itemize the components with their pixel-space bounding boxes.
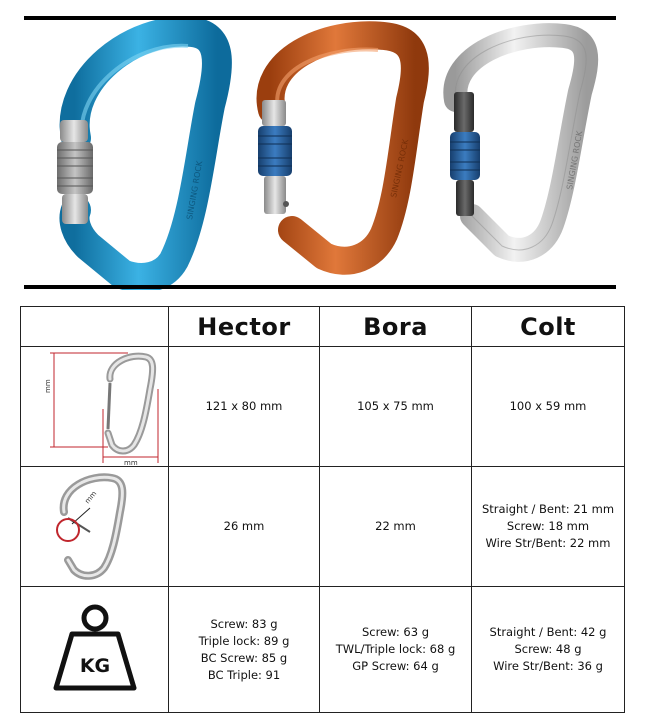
cell-line: BC Triple: 91 xyxy=(207,667,281,682)
header-empty-cell xyxy=(21,307,169,347)
svg-text:SINGING ROCK: SINGING ROCK xyxy=(565,130,585,191)
weight-colt xyxy=(472,587,625,713)
gate-bora xyxy=(320,467,472,587)
cell-line: Screw: 48 g xyxy=(514,642,582,656)
cell-line: 22 mm xyxy=(375,519,416,533)
weight-bora xyxy=(320,587,472,713)
cell-line: Wire Str/Bent: 36 g xyxy=(493,659,603,673)
weight-kg-icon xyxy=(50,602,140,698)
cell-line: 105 x 75 mm xyxy=(357,399,434,413)
svg-text:SINGING ROCK: SINGING ROCK xyxy=(389,138,411,199)
gate-mm-label: mm xyxy=(82,489,98,505)
cell-line: BC Screw: 85 g xyxy=(200,650,288,665)
svg-text:SINGING ROCK: SINGING ROCK xyxy=(185,160,205,221)
cell-line: Straight / Bent: 42 g xyxy=(489,625,607,639)
gate-colt xyxy=(472,467,625,587)
cell-line: Wire Str/Bent: 22 mm xyxy=(485,536,611,550)
cell-line: GP Screw: 64 g xyxy=(352,659,439,673)
cell-line: Triple lock: 89 g xyxy=(198,633,290,648)
dimensions-bora xyxy=(320,347,472,467)
vertical-mm-label: mm xyxy=(43,378,52,393)
cell-line: 100 x 59 mm xyxy=(509,399,587,413)
cell-line: Screw: 83 g xyxy=(210,616,278,631)
header-colt xyxy=(472,307,625,347)
cell-line: 121 x 80 mm xyxy=(205,399,283,413)
row-icon-cell xyxy=(21,587,169,713)
silver-carabiner-photo xyxy=(450,35,586,250)
cell-line: Screw: 63 g xyxy=(361,625,430,639)
row-icon-cell xyxy=(21,347,169,467)
column-name: Bora xyxy=(363,312,428,341)
weight-hector xyxy=(169,587,320,713)
dimensions-colt xyxy=(472,347,625,467)
dimensions-hector xyxy=(169,347,320,467)
column-name: Colt xyxy=(520,312,576,341)
cell-line: 26 mm xyxy=(223,519,265,533)
column-name: Hector xyxy=(197,312,291,341)
cell-line: TWL/Triple lock: 68 g xyxy=(335,642,456,656)
cell-line: Straight / Bent: 21 mm xyxy=(481,502,615,516)
gate-hector xyxy=(169,467,320,587)
table-row xyxy=(21,347,625,467)
blue-carabiner-photo xyxy=(57,32,217,278)
table-header-row xyxy=(21,307,625,347)
kg-label: KG xyxy=(79,654,110,677)
bottom-rule xyxy=(24,285,616,289)
row-icon-cell xyxy=(21,467,169,587)
header-hector xyxy=(169,307,320,347)
header-bora xyxy=(320,307,472,347)
gate-opening-icon xyxy=(50,472,140,582)
specs-table xyxy=(20,306,625,713)
carabiners-photo xyxy=(24,20,616,290)
carabiner-dimensions-icon xyxy=(30,349,160,465)
orange-carabiner-photo xyxy=(258,35,415,260)
horizontal-mm-label: mm xyxy=(123,458,138,465)
cell-line: Screw: 18 mm xyxy=(506,519,590,533)
table-row xyxy=(21,467,625,587)
table-row xyxy=(21,587,625,713)
